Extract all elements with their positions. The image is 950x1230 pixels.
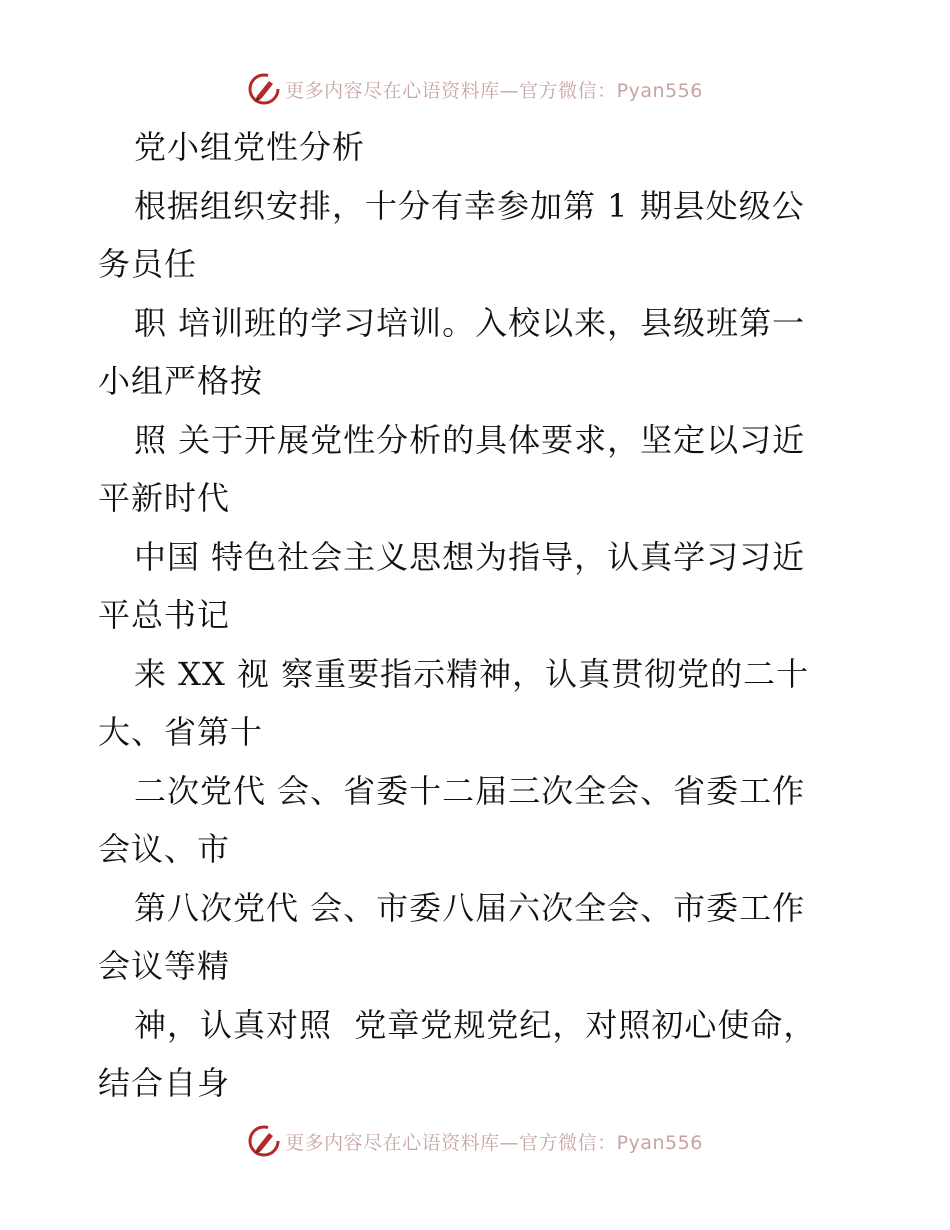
doc-line: 中国 特色社会主义思想为指导，认真学习习近 — [134, 537, 806, 576]
doc-line: 会议等精 — [98, 947, 231, 985]
footer-banner-text: 更多内容尽在心语资料库—官方微信：Pyan556 — [285, 1131, 703, 1154]
doc-line: 平新时代 — [98, 479, 231, 517]
doc-line: 第八次党代 会、市委八届六次全会、市委工作 — [134, 888, 806, 927]
doc-line: 职 培训班的学习培训。入校以来，县级班第一 — [134, 303, 806, 342]
doc-line: 会议、市 — [98, 830, 231, 868]
footer-banner — [0, 1124, 950, 1158]
doc-line: 照 关于开展党性分析的具体要求，坚定以习近 — [134, 420, 806, 459]
doc-line: 党小组党性分析 — [134, 128, 366, 166]
header-banner-text: 更多内容尽在心语资料库—官方微信：Pyan556 — [285, 79, 703, 102]
doc-line: 根据组织安排，十分有幸参加第 1 期县处级公 — [134, 186, 805, 225]
doc-line: 平总书记 — [98, 596, 231, 634]
doc-line: 小组严格按 — [98, 362, 264, 400]
document-body — [98, 118, 838, 1113]
pen-logo-icon — [247, 1124, 281, 1158]
pen-logo-icon — [247, 72, 281, 106]
doc-line: 神，认真对照 党章党规党纪，对照初心使命， — [134, 1005, 817, 1044]
doc-line: 结合自身 — [98, 1064, 231, 1102]
doc-line: 二次党代 会、省委十二届三次全会、省委工作 — [134, 771, 806, 810]
doc-line: 大、省第十 — [98, 713, 264, 751]
header-banner — [0, 72, 950, 106]
doc-line: 来 XX 视 察重要指示精神，认真贯彻党的二十 — [134, 654, 810, 693]
doc-line: 务员任 — [98, 245, 198, 283]
